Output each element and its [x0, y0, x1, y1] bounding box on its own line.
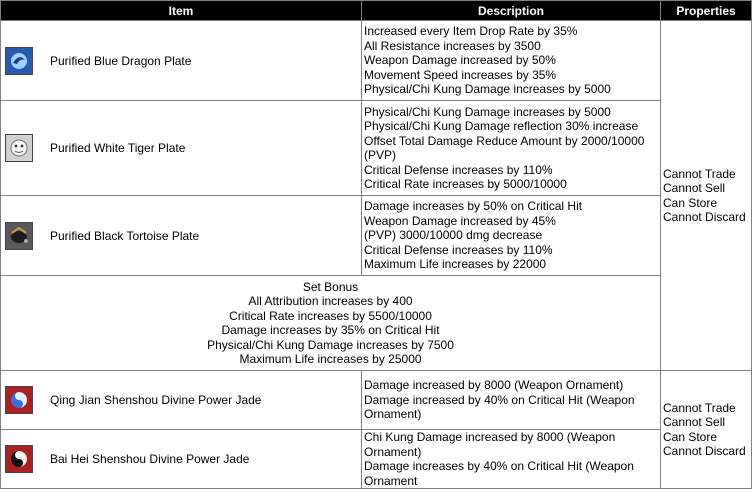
set-bonus-line: Maximum Life increases by 25000 — [239, 352, 422, 366]
set-bonus-line: All Attribution increases by 400 — [248, 294, 413, 308]
set-bonus-line: Critical Rate increases by 5500/10000 — [229, 308, 432, 323]
property-line: Cannot Sell — [663, 415, 726, 429]
table-row — [1, 21, 752, 101]
description-line: Critical Defense increases by 110% — [364, 162, 553, 177]
description-cell — [362, 21, 661, 101]
item-cell — [1, 430, 362, 489]
description-line: Physical/Chi Kung Damage increases by 5000 — [364, 104, 611, 119]
property-line: Cannot Discard — [663, 210, 746, 224]
property-line: Cannot Trade — [663, 400, 736, 415]
description-line: Ornament) — [364, 407, 422, 422]
property-line: Cannot Sell — [663, 181, 726, 195]
item-name: Purified Black Tortoise Plate — [50, 228, 200, 243]
properties-cell — [661, 371, 752, 489]
description-line: Damage increased by 8000 (Weapon Ornament) — [364, 378, 624, 393]
description-line: Increased every Item Drop Rate by 35% — [364, 24, 578, 39]
description-line: (PVP) — [364, 148, 397, 162]
set-bonus-line: Damage increases by 35% on Critical Hit — [221, 323, 440, 337]
description-cell — [362, 430, 661, 489]
white-tiger-plate-icon — [5, 134, 33, 162]
item-cell — [1, 371, 362, 430]
black-tortoise-plate-icon — [5, 222, 33, 250]
description-line: (PVP) 3000/10000 dmg decrease — [364, 228, 543, 243]
table-row — [1, 371, 752, 430]
description-line: Damage increases by 50% on Critical Hit — [364, 199, 583, 214]
description-cell — [362, 371, 661, 430]
set-bonus-cell — [1, 276, 661, 371]
property-line: Cannot Trade — [663, 166, 736, 181]
table-row — [1, 430, 752, 489]
description-line: Damage increases by 40% on Critical Hit (Weapon — [364, 459, 634, 473]
description-line: Critical Defense increases by 110% — [364, 242, 553, 257]
bai-hei-jade-icon — [5, 445, 33, 473]
item-name: Bai Hei Shenshou Divine Power Jade — [50, 451, 250, 466]
qing-jian-jade-icon — [5, 386, 33, 414]
set-bonus-row — [1, 276, 752, 371]
item-name: Purified Blue Dragon Plate — [50, 53, 192, 68]
description-line: Damage increased by 40% on Critical Hit (Weapon — [364, 392, 635, 407]
description-line: Maximum Life increases by 22000 — [364, 257, 547, 272]
blue-dragon-plate-icon — [5, 47, 33, 75]
table-row — [1, 196, 752, 276]
header-item: Item — [1, 1, 362, 21]
property-line: Can Store — [663, 429, 718, 444]
set-bonus-title: Set Bonus — [302, 279, 359, 294]
table-row — [1, 101, 752, 196]
description-line: Movement Speed increases by 35% — [364, 67, 557, 82]
description-line: Critical Rate increases by 5000/10000 — [364, 177, 567, 191]
description-cell — [362, 101, 661, 196]
property-line: Can Store — [663, 195, 718, 210]
description-line: All Resistance increases by 3500 — [364, 38, 541, 53]
item-cell — [1, 196, 362, 276]
header-row — [1, 1, 752, 21]
properties-cell — [661, 21, 752, 371]
description-line: Physical/Chi Kung Damage reflection 30% increase — [364, 119, 639, 133]
description-line: Weapon Damage increased by 45% — [364, 213, 556, 228]
item-cell — [1, 21, 362, 101]
description-line: Ornament) — [364, 444, 422, 459]
description-line: Offset Total Damage Reduce Amount by 2000/10000 — [364, 133, 645, 148]
header-properties: Properties — [661, 1, 752, 21]
set-bonus-line: Physical/Chi Kung Damage increases by 7500 — [207, 337, 454, 352]
item-cell — [1, 101, 362, 196]
description-line: Weapon Damage increased by 50% — [364, 53, 556, 68]
description-line: Chi Kung Damage increased by 8000 (Weapon — [364, 430, 616, 444]
item-name: Qing Jian Shenshou Divine Power Jade — [50, 392, 262, 407]
property-line: Cannot Discard — [663, 444, 746, 458]
header-description: Description — [362, 1, 661, 21]
description-line: Physical/Chi Kung Damage increases by 5000 — [364, 82, 611, 97]
description-cell — [362, 196, 661, 276]
description-line: Ornament — [364, 473, 418, 488]
item-name: Purified White Tiger Plate — [50, 140, 186, 155]
